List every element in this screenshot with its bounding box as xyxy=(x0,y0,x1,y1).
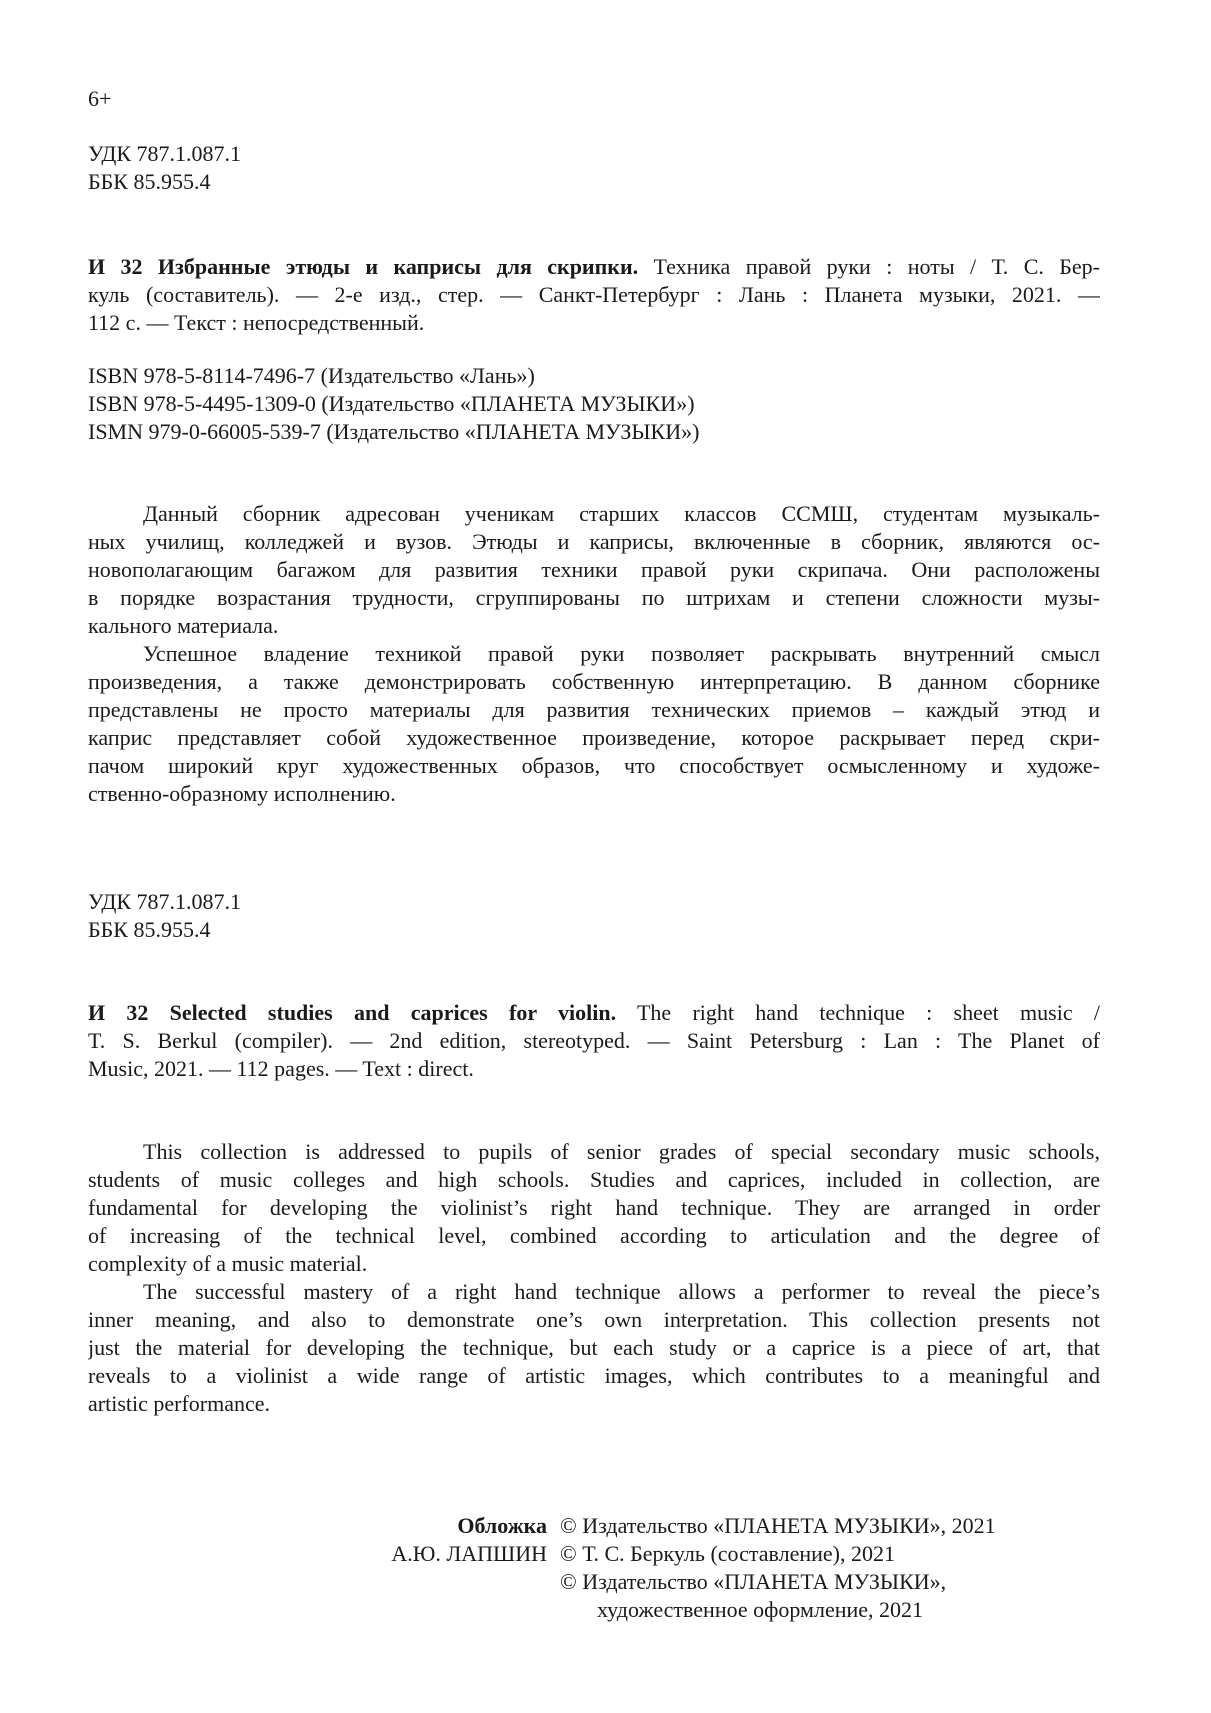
text-line xyxy=(88,584,1100,612)
copyright-line: © Т. С. Беркуль (составление), 2021 xyxy=(560,1541,895,1566)
text-line xyxy=(88,752,1100,780)
text-line xyxy=(88,281,1100,309)
text-line xyxy=(88,1390,1100,1418)
line-text: Техника правой руки : ноты / Т. С. Бер- xyxy=(638,254,1100,279)
line-text: произведения, а также демонстрировать собственную интерпретацию. В данном сборнике xyxy=(88,669,1100,694)
text-line xyxy=(88,696,1100,724)
text-line xyxy=(88,1278,1100,1306)
line-text: куль (составитель). — 2-е изд., стер. — Санкт-Петербург : Лань : Планета музыки, 2021. — xyxy=(88,282,1100,307)
text-line xyxy=(88,640,1100,668)
line-text: The successful mastery of a right hand technique allows a performer to reveal the piece’s xyxy=(143,1279,1100,1304)
line-text: artistic performance. xyxy=(88,1391,271,1416)
cover-credit xyxy=(391,1512,547,1568)
cover-artist: А.Ю. ЛАПШИН xyxy=(391,1541,547,1566)
cover-label: Обложка xyxy=(457,1513,547,1538)
text-line xyxy=(88,556,1100,584)
line-text: fundamental for developing the violinist’s right hand technique. They are arranged in order xyxy=(88,1195,1100,1220)
copyright-notices xyxy=(560,1512,996,1624)
bibliographic-record-en xyxy=(88,999,1100,1083)
text-line xyxy=(88,1334,1100,1362)
text-line xyxy=(88,724,1100,752)
ismn-planeta: ISMN 979-0-66005-539-7 (Издательство «ПЛАНЕТА МУЗЫКИ») xyxy=(88,419,700,444)
copyright-line-continued: художественное оформление, 2021 xyxy=(597,1597,924,1622)
text-line xyxy=(88,1166,1100,1194)
udk-code: УДК 787.1.087.1 xyxy=(88,889,242,914)
line-text: кального материала. xyxy=(88,613,279,638)
annotation-en xyxy=(88,1138,1100,1418)
line-text: This collection is addressed to pupils of senior grades of special secondary music schools, xyxy=(143,1139,1100,1164)
line-text: inner meaning, and also to demonstrate one’s own interpretation. This collection presents not xyxy=(88,1307,1100,1332)
annotation-ru xyxy=(88,500,1100,808)
line-text: представлены не просто материалы для развития технических приемов – каждый этюд и xyxy=(88,697,1100,722)
bold-title: И 32 Selected studies and caprices for violin. xyxy=(88,1000,617,1025)
line-text: в порядке возрастания трудности, сгруппированы по штрихам и степени сложности музы- xyxy=(88,585,1100,610)
text-line xyxy=(88,780,1100,808)
copyright-line: © Издательство «ПЛАНЕТА МУЗЫКИ», xyxy=(560,1569,947,1594)
text-line xyxy=(88,1222,1100,1250)
line-text: of increasing of the technical level, combined according to articulation and the degree of xyxy=(88,1223,1100,1248)
bold-title: И 32 Избранные этюды и каприсы для скрипки. xyxy=(88,254,639,279)
text-line xyxy=(88,253,1100,281)
classification-ru xyxy=(88,140,1100,196)
text-line xyxy=(88,1027,1100,1055)
line-text: пачом широкий круг художественных образов, что способствует осмысленному и художе- xyxy=(88,753,1100,778)
text-line xyxy=(88,999,1100,1027)
isbn-lan: ISBN 978-5-8114-7496-7 (Издательство «Лань») xyxy=(88,363,535,388)
text-line xyxy=(88,500,1100,528)
text-line xyxy=(88,612,1100,640)
line-text: just the material for developing the technique, but each study or a caprice is a piece of art, that xyxy=(88,1335,1100,1360)
text-line xyxy=(88,1362,1100,1390)
line-text: Успешное владение техникой правой руки позволяет раскрывать внутренний смысл xyxy=(143,641,1100,666)
line-text: каприс представляет собой художественное произведение, которое раскрывает перед скри- xyxy=(88,725,1100,750)
line-text: Music, 2021. — 112 pages. — Text : direct. xyxy=(88,1056,474,1081)
bbk-code: ББК 85.955.4 xyxy=(88,917,211,942)
line-text: T. S. Berkul (compiler). — 2nd edition, stereotyped. — Saint Petersburg : Lan : The Planet of xyxy=(88,1028,1100,1053)
text-line xyxy=(88,1138,1100,1166)
line-text: новополагающим багажом для развития техники правой руки скрипача. Они расположены xyxy=(88,557,1100,582)
line-text: 112 с. — Текст : непосредственный. xyxy=(88,310,425,335)
line-text: ных училищ, колледжей и вузов. Этюды и каприсы, включенные в сборник, являются ос- xyxy=(88,529,1100,554)
classification-en xyxy=(88,888,1100,944)
line-text: students of music colleges and high schools. Studies and caprices, included in collection, are xyxy=(88,1167,1100,1192)
isbn-planeta: ISBN 978-5-4495-1309-0 (Издательство «ПЛАНЕТА МУЗЫКИ») xyxy=(88,391,695,416)
text-line xyxy=(88,1306,1100,1334)
line-text: reveals to a violinist a wide range of artistic images, which contributes to a meaningful and xyxy=(88,1363,1100,1388)
line-text: Данный сборник адресован ученикам старших классов ССМШ, студентам музыкаль- xyxy=(143,501,1100,526)
text-line xyxy=(88,528,1100,556)
copyright-line: © Издательство «ПЛАНЕТА МУЗЫКИ», 2021 xyxy=(560,1513,996,1538)
line-text: complexity of a music material. xyxy=(88,1251,368,1276)
line-text: The right hand technique : sheet music / xyxy=(616,1000,1100,1025)
udk-code: УДК 787.1.087.1 xyxy=(88,141,242,166)
age-rating: 6+ xyxy=(88,86,112,111)
text-line xyxy=(88,1055,1100,1083)
line-text: ственно-образному исполнению. xyxy=(88,781,396,806)
text-line xyxy=(88,1250,1100,1278)
bbk-code: ББК 85.955.4 xyxy=(88,169,211,194)
text-line xyxy=(88,309,1100,337)
isbn-list xyxy=(88,362,1100,446)
text-line xyxy=(88,1194,1100,1222)
text-line xyxy=(88,668,1100,696)
bibliographic-record-ru xyxy=(88,253,1100,337)
